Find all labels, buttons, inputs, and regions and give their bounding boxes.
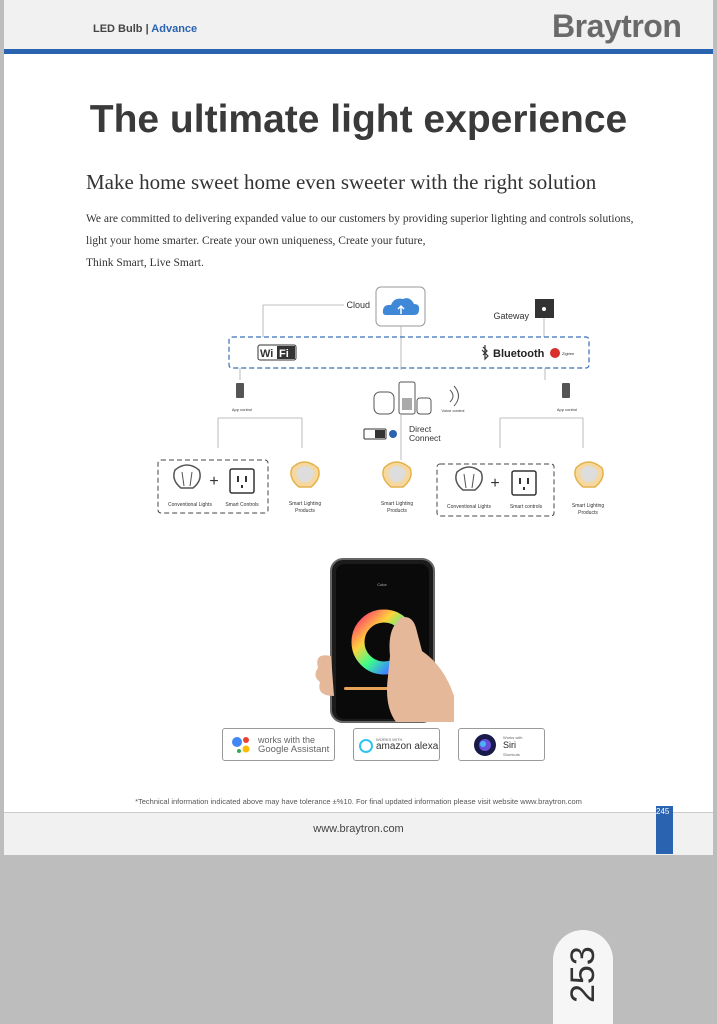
conventional-lights-left-label: Conventional Lights [168, 502, 212, 508]
google-assistant-icon [229, 732, 255, 758]
page-footer [4, 812, 713, 855]
siri-badge-line-2: Siri [503, 740, 516, 750]
zigbee-label: Zigbee [562, 351, 575, 356]
app-control-right-label: App control [556, 407, 578, 412]
smart-lighting-3-label: Smart Lighting [571, 503, 605, 509]
siri-shortcuts-badge [458, 728, 545, 761]
wifi-label: WiFi [4, 280, 6, 281]
breadcrumb-section: Advance [151, 23, 198, 35]
breadcrumb-category: LED Bulb [93, 23, 143, 35]
phone-left-icon [236, 383, 244, 398]
app-control-left-label: App control [231, 407, 253, 412]
smart-speaker-icon [374, 382, 431, 414]
plus-left: + [209, 473, 219, 490]
smart-lighting-1-products: Products [295, 508, 315, 514]
smart-lighting-2-label: Smart Lighting [380, 501, 414, 507]
intro-line-3: Think Smart, Live Smart. [86, 257, 204, 269]
conventional-bulb-left-icon [174, 465, 200, 488]
zigbee-icon [550, 348, 560, 358]
smart-controls-right-label: Smart controls [509, 504, 543, 510]
amazon-alexa-badge [353, 728, 440, 761]
technical-footnote: *Technical information indicated above may have tolerance ±%10. For final updated information please visit website www.braytron.com [135, 797, 582, 806]
breadcrumb [93, 23, 197, 35]
voice-control-label: Voice control [441, 408, 465, 413]
direct-bluetooth-icon [389, 430, 397, 438]
smart-bulb-1-icon [291, 462, 319, 487]
siri-badge-line-1: Works with [503, 735, 523, 740]
voice-icon [450, 386, 459, 406]
svg-text:Wi: Wi [260, 348, 274, 360]
conventional-bulb-right-icon [456, 467, 482, 490]
page-number: 245 [656, 807, 670, 816]
cloud-label: Cloud [346, 300, 370, 310]
plus-right: + [490, 475, 500, 492]
google-badge-line-2: Google Assistant [258, 744, 330, 755]
smart-lighting-2-products: Products [387, 508, 407, 514]
smart-bulb-2-icon [383, 462, 411, 487]
connectivity-diagram [4, 280, 713, 540]
conventional-lights-right-label: Conventional Lights [447, 504, 491, 510]
outlet-right-icon [512, 471, 536, 495]
smart-lighting-3-products: Products [578, 510, 598, 516]
smart-lighting-1-label: Smart Lighting [288, 501, 322, 507]
tab-page-number: 253 [564, 946, 602, 1003]
phone-right-icon [562, 383, 570, 398]
alexa-icon [358, 738, 374, 754]
phone-app-photo [304, 556, 464, 724]
footer-url: www.braytron.com [313, 823, 404, 835]
brand-logo: Braytron [552, 8, 682, 44]
outlet-left-icon [230, 469, 254, 493]
intro-line-2: light your home smarter. Create your own uniqueness, Create your future, [86, 235, 426, 247]
google-badge-line-1: works with the [258, 735, 316, 745]
svg-text:Fi: Fi [279, 348, 289, 360]
siri-badge-line-3: Shortcuts [503, 752, 520, 757]
direct-connect-line-1: Direct [409, 424, 432, 434]
bluetooth-label: Bluetooth [493, 348, 545, 360]
phone-screen-title: Color [377, 582, 387, 587]
bluetooth-icon [482, 345, 488, 359]
smart-bulb-3-icon [575, 462, 603, 487]
header-accent-line [4, 49, 713, 54]
cloud-icon [376, 287, 425, 326]
page-header [4, 0, 713, 50]
page-title: The ultimate light experience [89, 98, 628, 141]
catalog-page [4, 0, 713, 854]
smart-controls-left-label: Smart Controls [225, 502, 259, 508]
siri-icon [473, 733, 497, 757]
page-subtitle: Make home sweet home even sweeter with the right solution [86, 170, 597, 194]
breadcrumb-separator: | [145, 23, 149, 35]
gateway-label: Gateway [493, 311, 529, 321]
direct-connect-line-2: Connect [409, 433, 441, 443]
google-assistant-badge [222, 728, 335, 761]
alexa-badge-line-2: amazon alexa [376, 741, 439, 752]
alexa-badge-line-1: WORKS WITH [376, 737, 403, 742]
wifi-icon [258, 345, 296, 360]
intro-paragraph [86, 208, 696, 274]
intro-line-1: We are committed to delivering expanded value to our customers by providing superior lighting and controls solutions, [86, 213, 634, 225]
